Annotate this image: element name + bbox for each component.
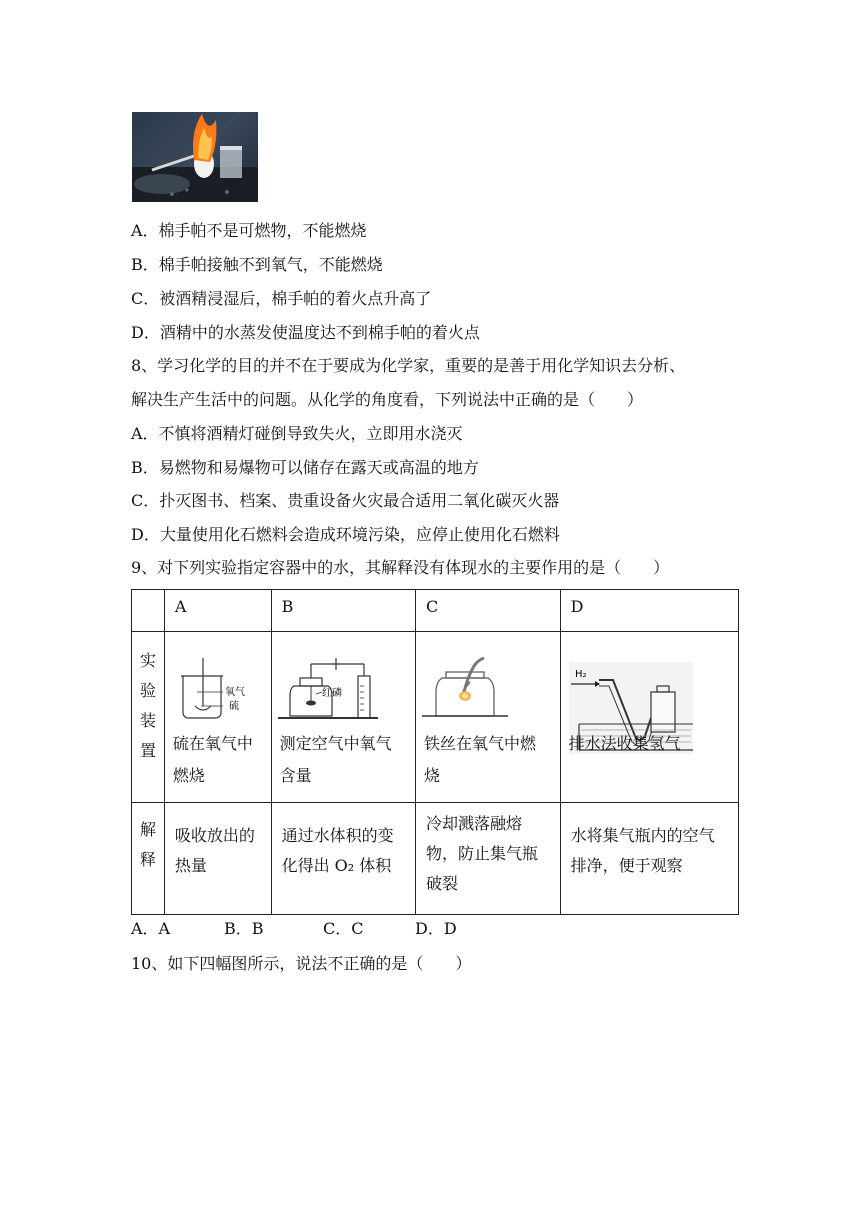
q8-option-c: C．扑灭图书、档案、贵重设备火灾最合适用二氧化碳灭火器	[131, 491, 560, 510]
q8-option-b: B．易燃物和易爆物可以储存在露天或高温的地方	[131, 458, 479, 477]
apparatus-b	[271, 632, 415, 803]
q7-option-a: A．棉手帕不是可燃物，不能燃烧	[131, 221, 367, 240]
iron-wire-jar-diagram	[422, 656, 552, 726]
sulfur-label: 硫	[228, 701, 239, 712]
sulfur-jar-diagram	[171, 656, 261, 726]
apparatus-d	[560, 632, 738, 803]
header-col-d: D	[560, 590, 738, 632]
q7-option-b: B．棉手帕接触不到氧气，不能燃烧	[131, 255, 383, 274]
q7-option-d: D．酒精中的水蒸发使温度达不到棉手帕的着火点	[131, 323, 480, 342]
h2-label: H₂	[574, 669, 587, 680]
table-row-apparatus	[132, 632, 739, 803]
caption-a: 硫在氧气中 燃烧	[172, 734, 253, 785]
q8-option-a: A．不慎将酒精灯碰倒导致失火，立即用水浇灭	[131, 424, 463, 443]
caption-b: 测定空气中氧气 含量	[279, 734, 392, 785]
apparatus-c	[416, 632, 561, 803]
explanation-b: 通过水体积的变 化得出 O₂ 体积	[271, 803, 415, 915]
q9-answer-d: D．D	[415, 919, 457, 938]
header-col-a: A	[164, 590, 271, 632]
table-header-row	[132, 590, 739, 632]
q8-stem-line1: 8、学习化学的目的并不在于要成为化学家，重要的是善于用化学知识去分析、	[131, 356, 686, 375]
row-label-apparatus: 实 验 装 置	[132, 632, 165, 803]
phosphorus-apparatus-diagram	[278, 656, 408, 726]
q9-stem: 9、对下列实验指定容器中的水，其解释没有体现水的主要作用的是（ ）	[131, 558, 670, 577]
q8-option-d: D．大量使用化石燃料会造成环境污染，应停止使用化石燃料	[131, 525, 560, 544]
caption-c: 铁丝在氧气中燃 烧	[424, 734, 537, 785]
q9-experiment-table	[131, 589, 739, 915]
explanation-c: 冷却溅落融熔 物，防止集气瓶 破裂	[416, 803, 561, 915]
explanation-a: 吸收放出的 热量	[164, 803, 271, 915]
q9-answer-a: A．A	[131, 919, 171, 938]
flame-photo	[132, 112, 258, 202]
q9-answer-b: B．B	[224, 919, 264, 938]
header-blank	[132, 590, 165, 632]
header-col-b: B	[271, 590, 415, 632]
table-row-explanation	[132, 803, 739, 915]
caption-d: 排水法收集氢气	[568, 734, 681, 753]
q9-answer-c: C．C	[323, 919, 364, 938]
q8-stem-line2: 解决生产生活中的问题。从化学的角度看，下列说法中正确的是（ ）	[131, 390, 644, 409]
red-phosphorus-label: 红磷	[321, 688, 342, 699]
explanation-d: 水将集气瓶内的空气 排净，便于观察	[560, 803, 738, 915]
apparatus-a	[164, 632, 271, 803]
q7-option-c: C．被酒精浸湿后，棉手帕的着火点升高了	[131, 289, 432, 308]
oxygen-label: 氧气	[224, 687, 245, 698]
row-label-explanation: 解 释	[132, 803, 165, 915]
header-col-c: C	[416, 590, 561, 632]
q10-stem: 10、如下四幅图所示，说法不正确的是（ ）	[131, 954, 472, 973]
